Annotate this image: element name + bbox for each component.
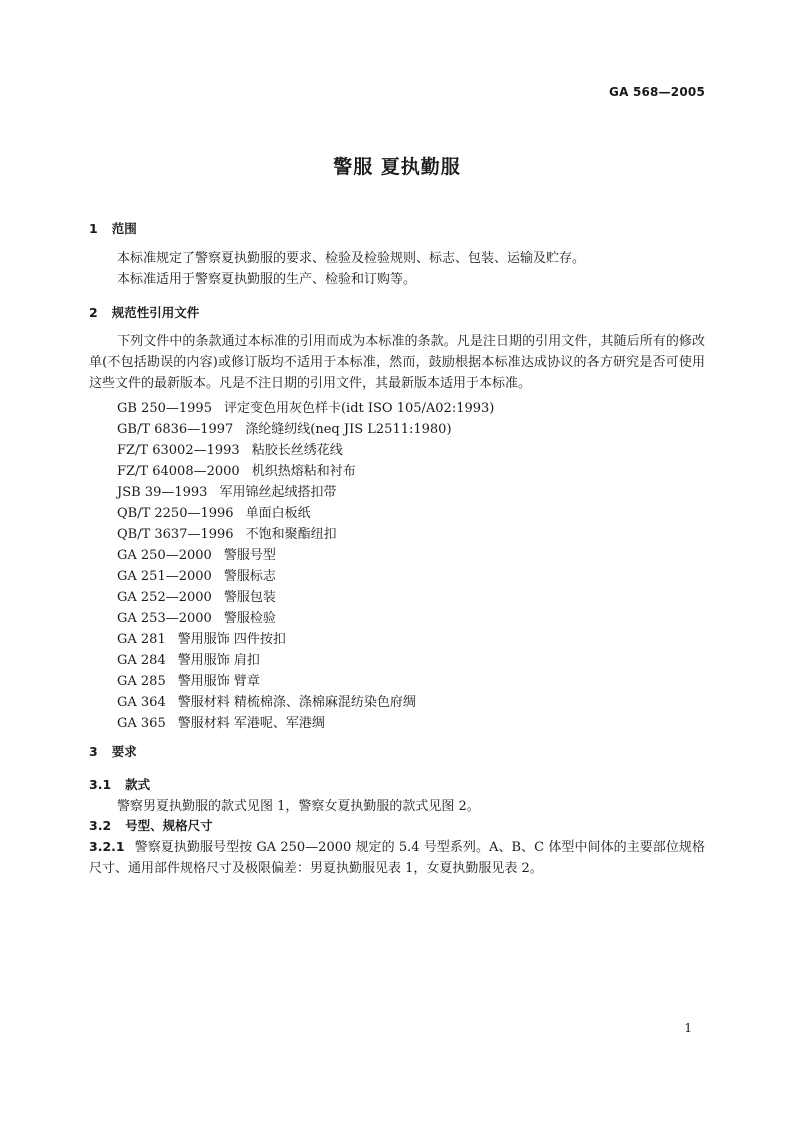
reference-name: 不饱和聚酯纽扣 [245,527,337,542]
reference-code: FZ/T 64008—2000 [117,464,240,479]
reference-name: 警服号型 [223,548,276,563]
reference-code: GA 250—2000 [117,548,212,563]
standard-code: GA 568—2005 [609,85,705,99]
intro-text: 下列文件中的条款通过本标准的引用而成为本标准的条款。凡是注日期的引用文件，其随后所有的修改单(不包括勘误的内容)或修订版均不适用于本标准，然而，鼓励根据本标准达成协议的各方研究是否可使用这些文件的最新版本。凡是不注日期的引用文件，其最新版本适用于本标准。 [89,334,705,391]
reference-item [117,670,260,689]
reference-name: 警服材料 精梳棉涤、涤棉麻混纺染色府绸 [177,695,416,710]
reference-name: 军用锦丝起绒搭扣带 [219,485,337,500]
reference-item [117,460,356,479]
reference-item [117,502,311,521]
reference-item [117,439,343,458]
reference-name: 警服包装 [223,590,276,605]
subsection-3-1-heading [89,775,150,793]
subsection-title: 款式 [125,777,151,792]
subsection-number: 3.1 [89,777,112,792]
section-title: 要求 [111,744,137,759]
section-number: 3 [89,744,98,759]
reference-code: FZ/T 63002—1993 [117,443,240,458]
reference-code: GA 284 [117,653,166,668]
reference-code: GA 253—2000 [117,611,212,626]
paragraph: 本标准规定了警察夏执勤服的要求、检验及检验规则、标志、包装、运输及贮存。 [117,251,586,266]
reference-code: GA 251—2000 [117,569,212,584]
reference-code: QB/T 2250—1996 [117,506,234,521]
reference-item [117,649,260,668]
reference-name: 涤纶缝纫线(neq JIS L2511:1980) [245,422,452,437]
section-2-heading [89,303,199,321]
reference-name: 粘胶长丝绣花线 [251,443,343,458]
reference-name: 警用服饰 肩扣 [177,653,260,668]
clause-number: 3.2.1 [89,839,125,854]
subsection-number: 3.2 [89,818,112,833]
section-title: 规范性引用文件 [111,305,200,320]
reference-name: 警服检验 [223,611,276,626]
reference-code: GA 365 [117,716,166,731]
reference-name: 警服材料 军港呢、军港绸 [177,716,325,731]
subsection-title: 号型、规格尺寸 [125,818,213,833]
reference-name: 警用服饰 四件按扣 [177,632,286,647]
reference-name: 警服标志 [223,569,276,584]
reference-item [117,544,276,563]
reference-name: 机织热熔粘和衬布 [251,464,356,479]
reference-item [117,628,286,647]
reference-name: 警用服饰 臂章 [177,674,260,689]
reference-item [117,712,325,731]
reference-code: QB/T 3637—1996 [117,527,234,542]
reference-item [117,481,336,500]
reference-item [117,586,276,605]
section-title: 范围 [111,221,137,236]
paragraph: 本标准适用于警察夏执勤服的生产、检验和订购等。 [117,272,417,287]
section-1-heading [89,219,137,237]
reference-item [117,418,452,437]
reference-code: GB/T 6836—1997 [117,422,234,437]
reference-item [117,691,416,710]
reference-code: GA 281 [117,632,166,647]
reference-item [117,565,276,584]
section-number: 1 [89,221,98,236]
reference-code: GA 252—2000 [117,590,212,605]
intro-paragraph [89,331,705,394]
section-number: 2 [89,305,98,320]
document-title: 警服 夏执勤服 [333,156,461,178]
clause-3-2-1 [89,836,705,879]
section-3-heading [89,742,137,760]
reference-name: 单面白板纸 [245,506,311,521]
reference-code: JSB 39—1993 [117,485,208,500]
reference-code: GA 285 [117,674,166,689]
reference-item [117,523,337,542]
page-number: 1 [684,1021,692,1035]
reference-item [117,397,494,416]
reference-code: GB 250—1995 [117,401,212,416]
reference-name: 评定变色用灰色样卡(idt ISO 105/A02:1993) [223,401,495,416]
reference-code: GA 364 [117,695,166,710]
reference-item [117,607,276,626]
subsection-3-2-heading [89,816,213,834]
clause-text: 警察夏执勤服号型按 GA 250—2000 规定的 5.4 号型系列。A、B、C 体型中间体的主要部位规格尺寸、通用部件规格尺寸及极限偏差：男夏执勤服见表 1，女夏执勤服见表 2。 [89,840,705,876]
paragraph: 警察男夏执勤服的款式见图 1，警察女夏执勤服的款式见图 2。 [117,799,480,814]
